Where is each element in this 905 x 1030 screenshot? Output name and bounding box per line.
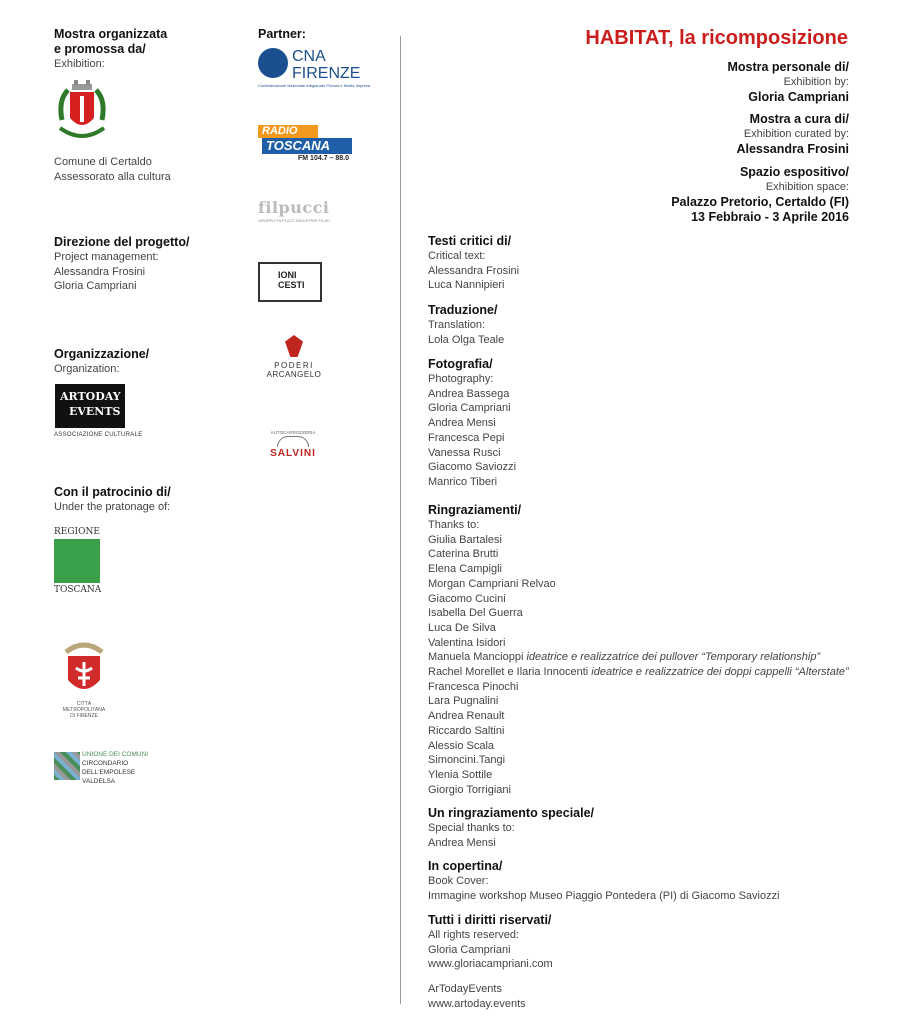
poderi-arcangelo-logo (264, 335, 324, 387)
critical-texts-name: Luca Nannipieri (428, 279, 505, 292)
cover-heading: In copertina/ (428, 859, 503, 873)
thanks-heading: Ringraziamenti/ (428, 503, 522, 517)
radio-toscana-logo (258, 125, 352, 167)
thanks-name: Morgan Campriani Relvao (428, 577, 556, 590)
thanks-name: Valentina Isidori (428, 636, 506, 649)
direction-heading: Direzione del progetto/ (54, 235, 190, 249)
patronage-sub: Under the pratonage of: (54, 501, 171, 513)
personal-heading: Mostra personale di/ (727, 60, 849, 74)
translation-name: Lola Olga Teale (428, 333, 505, 346)
cna-globe-icon (258, 48, 288, 78)
organizer-heading-1: Mostra organizzata (54, 27, 168, 41)
angel-icon (285, 335, 303, 357)
direction-section (54, 235, 189, 294)
organization-section (54, 347, 149, 377)
artoday-logo-line-1: ARTODAY (60, 390, 121, 403)
thanks-name: Caterina Brutti (428, 548, 499, 561)
patronage-section (54, 485, 171, 515)
manuela-name: Manuela Mancioppi (428, 651, 524, 664)
exhibition-title: HABITAT, la ricomposizione (585, 27, 848, 49)
salvini-top: AUTOCARROZZERIA (270, 430, 316, 435)
organizer-name-1: Comune di Certaldo (54, 156, 152, 168)
ioni-cesti-logo (258, 262, 322, 302)
special-thanks-section (428, 806, 594, 850)
patronage-heading: Con il patrocinio di/ (54, 485, 171, 499)
pegasus-icon (54, 539, 100, 583)
regione-logo-top: REGIONE (54, 527, 100, 537)
unione-line-2: CIRCONDARIO (82, 760, 129, 767)
translation-sub: Translation: (428, 319, 486, 331)
cna-line-2: FIRENZE (292, 65, 361, 82)
footer (428, 982, 526, 1011)
photography-heading: Fotografia/ (428, 357, 493, 371)
translation-heading: Traduzione/ (428, 303, 498, 317)
thanks-name: Giorgio Torrigiani (428, 783, 511, 796)
rights-heading: Tutti i diritti riservati/ (428, 913, 552, 927)
filpucci-logo (258, 198, 348, 230)
photography-sub: Photography: (428, 373, 494, 385)
regione-toscana-logo (54, 527, 104, 601)
ioni-line-2: CESTI (278, 280, 305, 290)
organization-heading: Organizzazione/ (54, 347, 150, 361)
filpucci-sub: GRUPPO FILPUCCI INDUSTRIE FILATI (258, 218, 331, 223)
metro-firenze-crest-icon (62, 638, 106, 700)
cna-sub: Confederazione Nazionale Artigianato Piccola e Media Impresa (258, 83, 371, 88)
organizer-section (54, 27, 167, 72)
artoday-logo-line-2: EVENTS (69, 405, 121, 418)
photography-name: Francesca Pepi (428, 431, 505, 444)
cover-section (428, 859, 780, 903)
footer-website-link[interactable]: www.artoday.events (428, 997, 526, 1010)
thanks-name: Francesca Pinochi (428, 680, 519, 693)
salvini-name: SALVINI (270, 448, 316, 459)
cover-text: Immagine workshop Museo Piaggio Pontedera (PI) di Giacomo Saviozzi (428, 889, 780, 902)
car-icon (277, 436, 309, 447)
rights-sub: All rights reserved: (428, 929, 520, 941)
thanks-name: Giacomo Cucini (428, 592, 506, 605)
thanks-name: Alessio Scala (428, 739, 495, 752)
rights-section (428, 913, 553, 972)
thanks-name: Riccardo Saltini (428, 724, 505, 737)
organization-sub: Organization: (54, 363, 120, 375)
personal-sub: Exhibition by: (783, 76, 849, 88)
thanks-name: Lara Pugnalini (428, 695, 499, 708)
critical-texts-name: Alessandra Frosini (428, 264, 520, 277)
critical-texts-sub: Critical text: (428, 250, 486, 262)
artoday-logo-sub: ASSOCIAZIONE CULTURALE (54, 432, 143, 438)
personal-section (727, 60, 849, 105)
radio-line-1: RADIO (258, 125, 318, 138)
thanks-name: Giulia Bartalesi (428, 533, 502, 546)
photography-section (428, 357, 516, 490)
thanks-manuela (428, 650, 849, 665)
direction-sub: Project management: (54, 251, 159, 263)
certaldo-crest-icon (54, 80, 110, 146)
photography-name: Andrea Mensi (428, 417, 496, 430)
photography-name: Giacomo Saviozzi (428, 461, 517, 474)
metro-caption-line-2: DI FIRENZE (70, 713, 98, 719)
photography-name: Manrico Tiberi (428, 475, 498, 488)
unione-comuni-logo (54, 750, 166, 784)
cna-logo (258, 48, 370, 92)
direction-name-2: Gloria Campriani (54, 280, 137, 293)
artoday-logo (55, 384, 125, 428)
unione-line-3: DELL'EMPOLESE VALDELSA (82, 769, 136, 785)
regione-logo-bottom: TOSCANA (54, 585, 102, 595)
mosaic-icon (54, 752, 80, 780)
special-thanks-heading: Un ringraziamento speciale/ (428, 806, 595, 820)
filpucci-name: filpucci (258, 198, 330, 217)
metro-caption-line-1: CITTÀ METROPOLITANA (62, 701, 106, 713)
metro-firenze-caption (60, 701, 108, 719)
critical-texts-section (428, 234, 519, 293)
personal-name: Gloria Campriani (748, 89, 849, 104)
thanks-section (428, 503, 849, 797)
thanks-name: Andrea Renault (428, 710, 505, 723)
special-thanks-sub: Special thanks to: (428, 822, 515, 834)
manuela-note: ideatrice e realizzatrice dei pullover “Temporary relationship” (526, 651, 821, 664)
thanks-name: Luca De Silva (428, 621, 496, 634)
organizer-names (54, 155, 171, 184)
critical-texts-heading: Testi critici di/ (428, 234, 512, 248)
thanks-rachel (428, 665, 849, 680)
space-heading: Spazio espositivo/ (739, 165, 849, 179)
translation-section (428, 303, 504, 347)
direction-name-1: Alessandra Frosini (54, 265, 146, 278)
space-section (671, 165, 849, 225)
radio-frequency: FM 104.7 – 88.0 (298, 155, 349, 162)
poderi-line-2: ARCANGELO (266, 370, 322, 379)
rights-name: Gloria Campriani (428, 943, 511, 956)
curated-sub: Exhibition curated by: (743, 128, 849, 140)
organizer-heading-2: e promossa da/ (54, 42, 146, 56)
poderi-line-1: PODERI (274, 361, 314, 370)
thanks-name: Elena Campigli (428, 563, 502, 576)
column-divider (400, 36, 401, 1004)
photography-name: Gloria Campriani (428, 402, 511, 415)
curated-heading: Mostra a cura di/ (749, 112, 849, 126)
cover-sub: Book Cover: (428, 875, 489, 887)
curated-section (736, 112, 849, 157)
rights-website-link[interactable]: www.gloriacampriani.com (428, 958, 553, 971)
partner-heading: Partner: (258, 27, 306, 41)
space-dates: 13 Febbraio - 3 Aprile 2016 (691, 209, 849, 224)
thanks-name: Ylenia Sottile (428, 768, 493, 781)
photography-name: Andrea Bassega (428, 387, 510, 400)
radio-line-2: TOSCANA (262, 138, 352, 154)
curated-name: Alessandra Frosini (736, 141, 849, 156)
cna-line-1: CNA (292, 48, 326, 65)
rachel-name: Rachel Morellet e Ilaria Innocenti (428, 666, 589, 679)
thanks-name: Isabella Del Guerra (428, 607, 523, 620)
organizer-name-2: Assessorato alla cultura (54, 170, 171, 183)
space-sub: Exhibition space: (765, 181, 849, 193)
rachel-note: ideatrice e realizzatrice dei doppi cappelli “Alterstate” (591, 666, 849, 679)
unione-line-1: UNIONE DEI COMUNI (82, 751, 149, 758)
photography-name: Vanessa Rusci (428, 446, 501, 459)
special-thanks-name: Andrea Mensi (428, 836, 496, 849)
thanks-sub: Thanks to: (428, 519, 480, 531)
space-place: Palazzo Pretorio, Certaldo (FI) (671, 194, 849, 209)
footer-org: ArTodayEvents (428, 983, 502, 995)
thanks-name: Simoncini.Tangi (428, 754, 506, 767)
salvini-logo (262, 428, 324, 468)
organizer-sub: Exhibition: (54, 58, 105, 70)
ioni-line-1: IONI (278, 270, 297, 280)
